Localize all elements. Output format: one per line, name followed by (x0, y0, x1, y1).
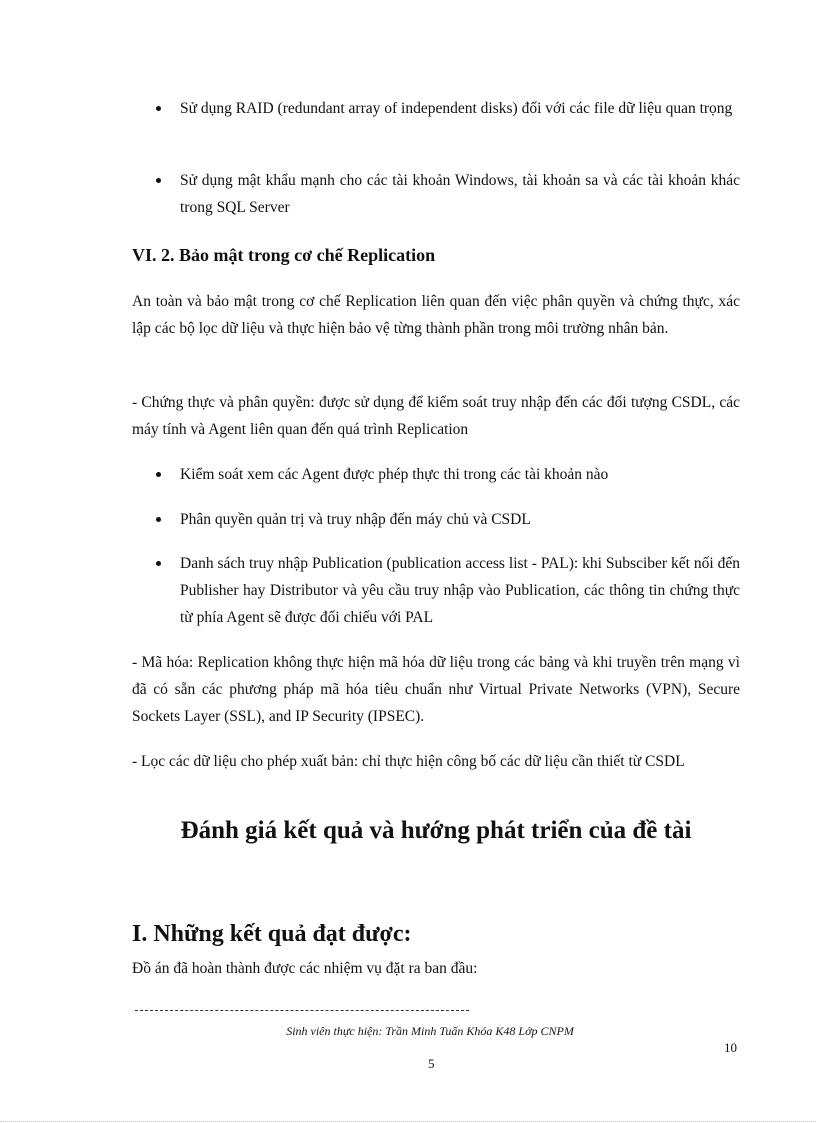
encryption-paragraph: - Mã hóa: Replication không thực hiện mã hóa dữ liệu trong các bảng và khi truyền trên mạng vì đã có sẵn các phương pháp mã hóa tiêu chuẩn như Virtual Private Networks (VPN), Secure Sockets Layer (SSL), and IP Security (IPSEC). (132, 654, 740, 725)
bullet-text: Phân quyền quản trị và truy nhập đến máy chủ và CSDL (180, 511, 531, 528)
auth-paragraph: - Chứng thực và phân quyền: được sử dụng để kiểm soát truy nhập đến các đối tượng CSDL, các máy tính và Agent liên quan đến quá trình Replication (132, 394, 740, 438)
bullet-item (156, 506, 740, 533)
subsection-heading: I. Những kết quả đạt được: (132, 921, 412, 947)
bullet-item (156, 461, 740, 488)
results-paragraph: Đồ án đã hoàn thành được các nhiệm vụ đặt ra ban đầu: (132, 960, 478, 977)
bullet-item (156, 550, 740, 631)
bullet-text: Kiểm soát xem các Agent được phép thực thi trong các tài khoản nào (180, 466, 609, 483)
page-number-right: 10 (724, 1040, 737, 1055)
intro-paragraph: An toàn và bảo mật trong cơ chế Replication liên quan đến việc phân quyền và chứng thực, xác lập các bộ lọc dữ liệu và thực hiện bảo vệ từng thành phần trong môi trường nhân bản. (132, 293, 740, 337)
page-bottom-rule (0, 1121, 816, 1122)
bullet-dot (156, 517, 161, 522)
footer-author-line: Sinh viên thực hiện: Trần Minh Tuấn Khóa K48 Lớp CNPM (286, 1024, 574, 1038)
bullet-item (156, 167, 740, 221)
bullet-dot (156, 472, 161, 477)
bullet-text: Sử dụng RAID (redundant array of independent disks) đối với các file dữ liệu quan trọng (180, 100, 733, 117)
filter-paragraph: - Lọc các dữ liệu cho phép xuất bản: chỉ thực hiện công bố các dữ liệu cần thiết từ CSDL (132, 753, 685, 770)
chapter-title: Đánh giá kết quả và hướng phát triển của đề tài (180, 817, 692, 844)
page-number-center: 5 (428, 1056, 435, 1071)
bullet-item (156, 95, 740, 122)
bullet-text: Sử dụng mật khẩu mạnh cho các tài khoản Windows, tài khoản sa và các tài khoản khác trong SQL Server (180, 172, 740, 216)
section-heading: VI. 2. Bảo mật trong cơ chế Replication (132, 245, 436, 265)
footer-divider (135, 1010, 469, 1011)
bullet-text: Danh sách truy nhập Publication (publication access list - PAL): khi Subsciber kết nối đến Publisher hay Distributor và yêu cầu truy nhập vào Publication, các thông tin chứng thực từ phía Agent sẽ được đối chiếu với PAL (180, 555, 740, 626)
bullet-dot (156, 106, 161, 111)
bullet-dot (156, 561, 161, 566)
bullet-dot (156, 178, 161, 183)
